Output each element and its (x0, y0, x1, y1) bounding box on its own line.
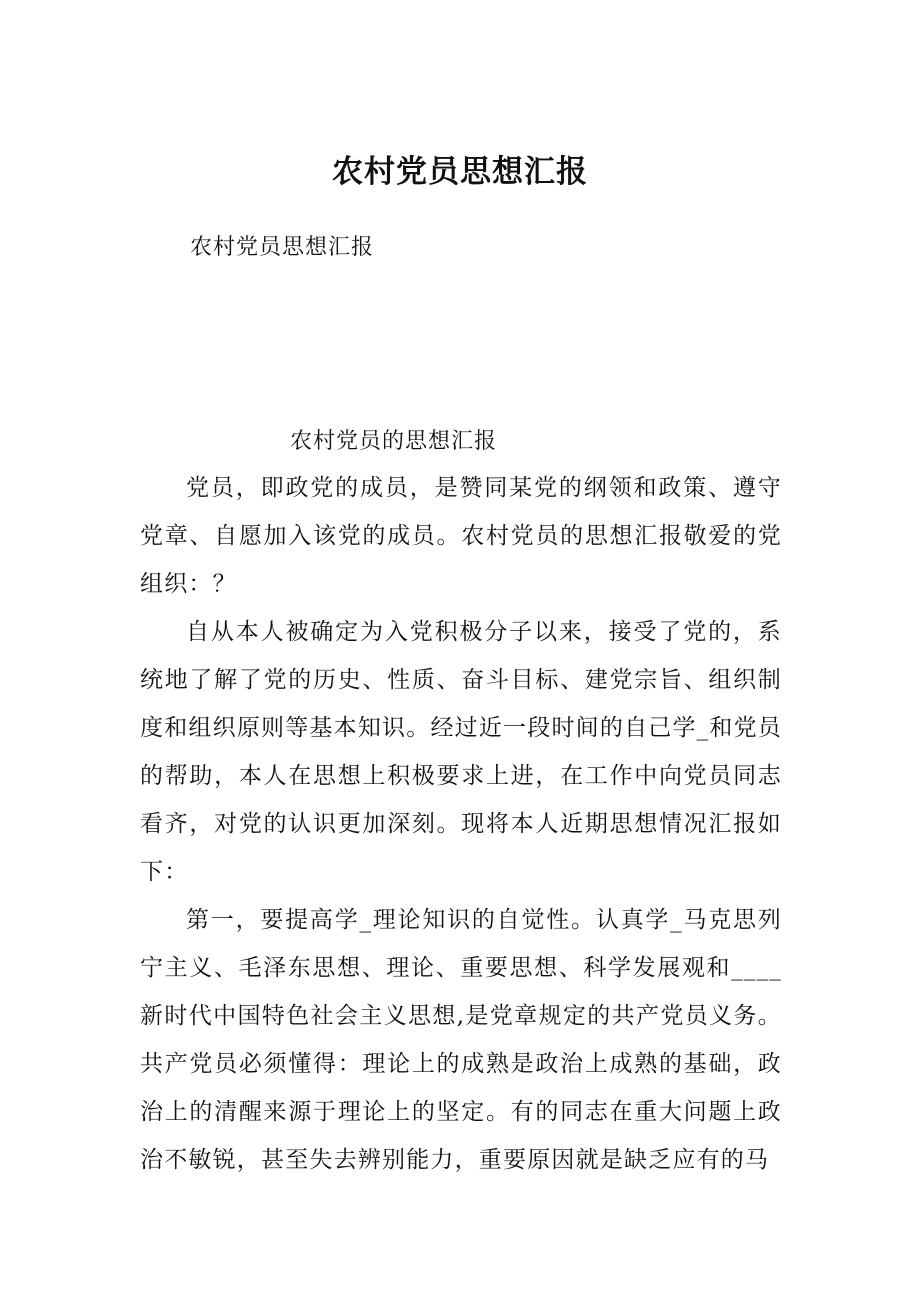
paragraph-1: 党员，即政党的成员，是赞同某党的纲领和政策、遵守党章、自愿加入该党的成员。农村党员的思想汇报敬爱的党组织：？ (140, 475, 782, 597)
paragraph-2: 自从本人被确定为入党积极分子以来，接受了党的，系统地了解了党的历史、性质、奋斗目标、建党宗旨、组织制度和组织原则等基本知识。经过近一段时间的自己学_和党员的帮助，本人在思想上积极要求上进，在工作中向党员同志看齐，对党的认识更加深刻。现将本人近期思想情况汇报如下： (140, 619, 782, 885)
paragraph-3: 第一，要提高学_理论知识的自觉性。认真学_马克思列宁主义、毛泽东思想、理论、重要思想、科学发展观和____新时代中国特色社会主义思想,是党章规定的共产党员义务。共产党员必须懂得：理论上的成熟是政治上成熟的基础，政治上的清醒来源于理论上的坚定。有的同志在重大问题上政治不敏锐，甚至失去辨别能力，重要原因就是缺乏应有的马 (140, 907, 782, 1173)
document-title: 农村党员思想汇报 (332, 154, 588, 190)
document-subtitle: 农村党员思想汇报 (190, 235, 375, 260)
document-body (140, 464, 782, 1184)
section-heading: 农村党员的思想汇报 (290, 429, 498, 454)
